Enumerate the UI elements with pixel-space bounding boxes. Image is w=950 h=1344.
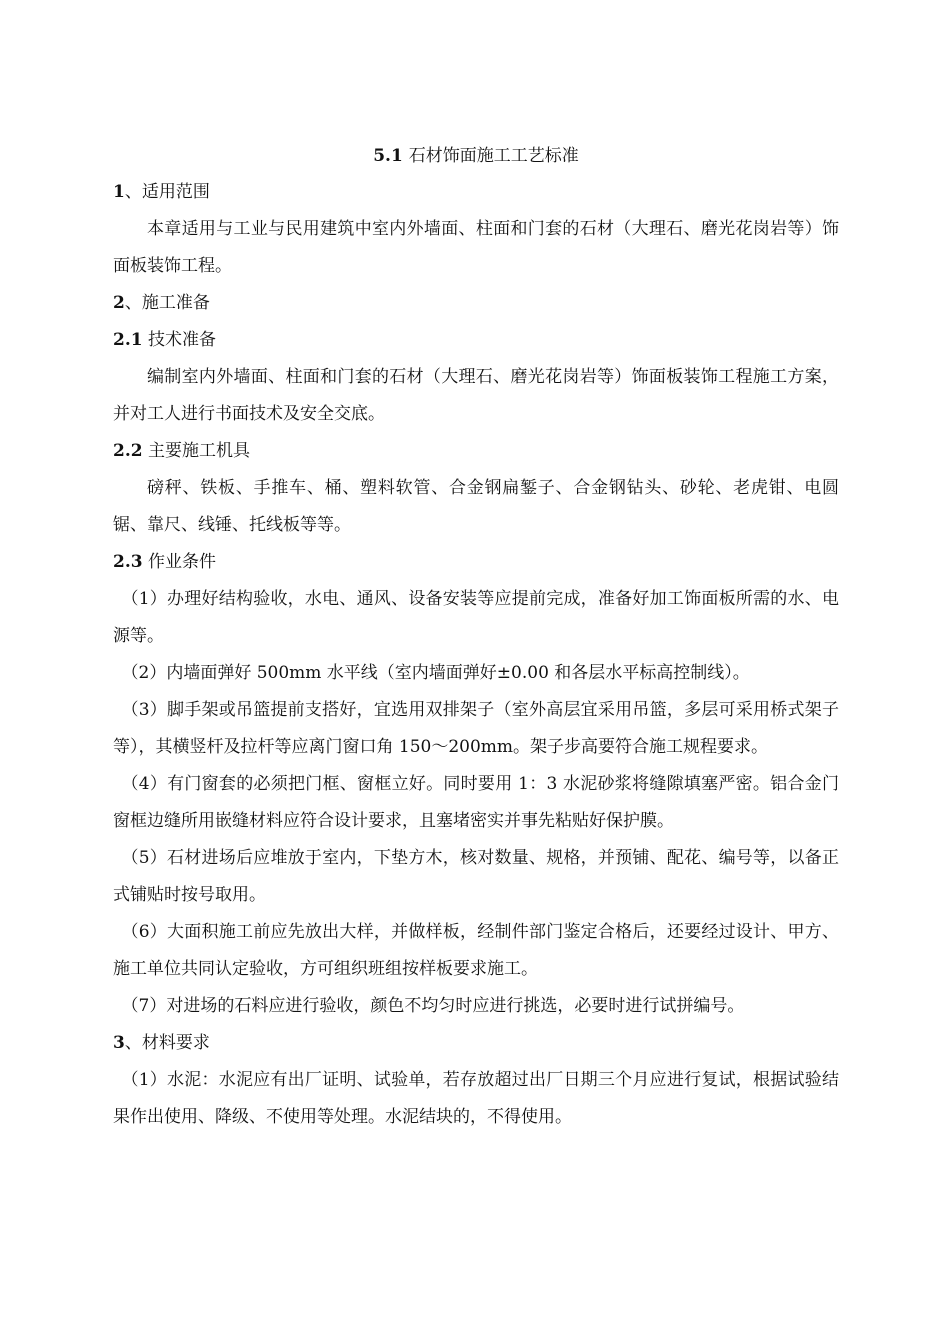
document-page <box>113 140 839 1136</box>
list-item: （2）内墙面弹好 500mm 水平线（室内墙面弹好±0.00 和各层水平标高控制线）。 <box>121 663 750 683</box>
section-heading-2-1: 2.1 技术准备 <box>113 330 216 350</box>
list-item: （1）办理好结构验收，水电、通风、设备安装等应提前完成，准备好加工饰面板所需的水、电源等。 <box>113 589 839 646</box>
section-heading-2: 2、施工准备 <box>113 293 210 313</box>
section-heading-3: 3、材料要求 <box>113 1033 210 1053</box>
list-item: （5）石材进场后应堆放于室内，下垫方木，核对数量、规格，并预铺、配花、编号等，以备正式铺贴时按号取用。 <box>113 848 839 905</box>
section-heading-1: 1、适用范围 <box>113 182 210 202</box>
section-heading-2-2: 2.2 主要施工机具 <box>113 441 250 461</box>
section-heading-2-3: 2.3 作业条件 <box>113 552 216 572</box>
section-2-2-paragraph: 磅秤、铁板、手推车、桶、塑料软管、合金钢扁錾子、合金钢钻头、砂轮、老虎钳、电圆锯、靠尺、线锤、托线板等等。 <box>113 478 839 535</box>
list-item: （6）大面积施工前应先放出大样，并做样板，经制件部门鉴定合格后，还要经过设计、甲方、施工单位共同认定验收，方可组织班组按样板要求施工。 <box>113 922 839 979</box>
title-number: 5.1 <box>373 146 403 166</box>
list-item: （7）对进场的石料应进行验收，颜色不均匀时应进行挑选，必要时进行试拼编号。 <box>121 996 745 1016</box>
document-title <box>113 140 839 172</box>
list-item: （1）水泥：水泥应有出厂证明、试验单，若存放超过出厂日期三个月应进行复试，根据试验结果作出使用、降级、不使用等处理。水泥结块的，不得使用。 <box>113 1070 839 1127</box>
title-text: 石材饰面施工工艺标准 <box>408 146 579 166</box>
section-2-1-paragraph: 编制室内外墙面、柱面和门套的石材（大理石、磨光花岗岩等）饰面板装饰工程施工方案，并对工人进行书面技术及安全交底。 <box>113 367 839 424</box>
section-1-paragraph: 本章适用与工业与民用建筑中室内外墙面、柱面和门套的石材（大理石、磨光花岗岩等）饰面板装饰工程。 <box>113 219 839 276</box>
list-item: （4）有门窗套的必须把门框、窗框立好。同时要用 1：3 水泥砂浆将缝隙填塞严密。铝合金门窗框边缝所用嵌缝材料应符合设计要求，且塞堵密实并事先粘贴好保护膜。 <box>113 774 839 831</box>
list-item: （3）脚手架或吊篮提前支搭好，宜选用双排架子（室外高层宜采用吊篮，多层可采用桥式架子等），其横竖杆及拉杆等应离门窗口角 150～200mm。架子步高要符合施工规程要求。 <box>113 700 839 757</box>
